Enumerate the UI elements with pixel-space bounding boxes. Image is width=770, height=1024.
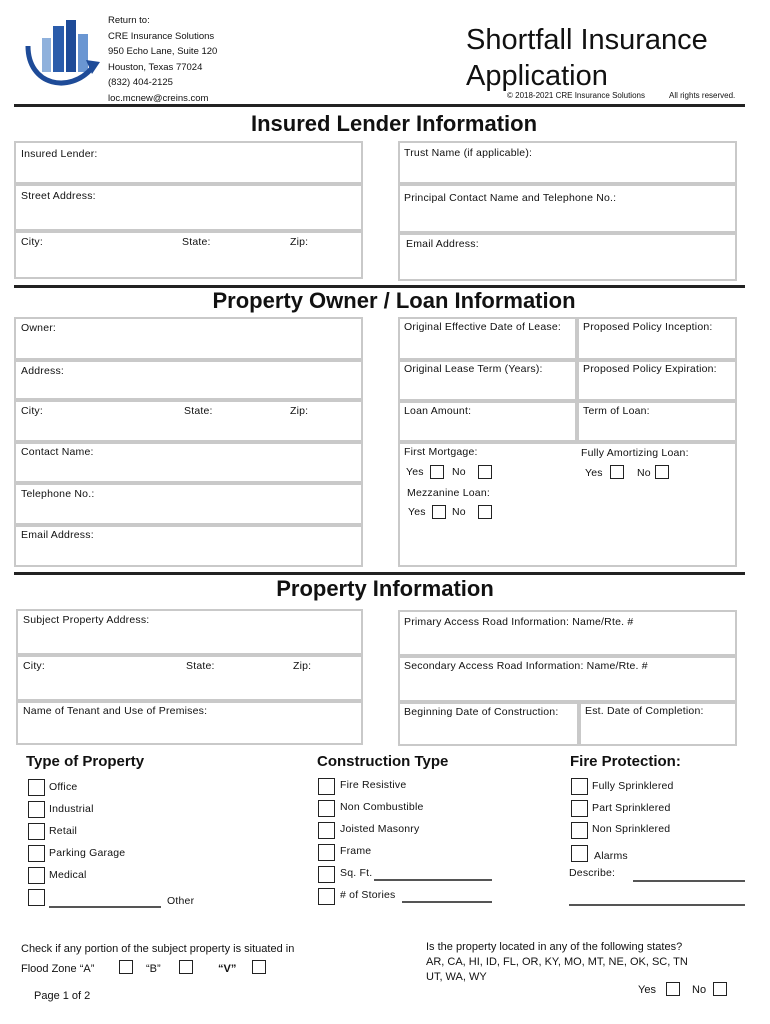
trust-name-label: Trust Name (if applicable): bbox=[404, 147, 533, 159]
fire-resistive-checkbox[interactable] bbox=[318, 778, 335, 795]
tenant-use-label: Name of Tenant and Use of Premises: bbox=[23, 705, 208, 717]
flood-zone-b-checkbox[interactable] bbox=[179, 960, 193, 974]
insured-lender-label: Insured Lender: bbox=[21, 148, 98, 160]
mezzanine-yes-label: Yes bbox=[408, 506, 426, 518]
retail-checkbox[interactable] bbox=[28, 823, 45, 840]
sq-ft-label: Sq. Ft. bbox=[340, 867, 373, 879]
loan-options-box bbox=[398, 442, 737, 567]
return-to-label: Return to: bbox=[108, 15, 150, 26]
office-label: Office bbox=[49, 781, 78, 793]
owner-state-label: State: bbox=[184, 405, 213, 417]
fully-amortizing-yes-checkbox[interactable] bbox=[610, 465, 624, 479]
medical-label: Medical bbox=[49, 869, 87, 881]
subject-address-label: Subject Property Address: bbox=[23, 614, 150, 626]
orig-eff-date-label: Original Effective Date of Lease: bbox=[404, 321, 561, 333]
joisted-masonry-label: Joisted Masonry bbox=[340, 823, 420, 835]
flood-zone-a-checkbox[interactable] bbox=[119, 960, 133, 974]
owner-field[interactable] bbox=[14, 317, 363, 360]
return-address-block bbox=[108, 13, 217, 106]
states-no-checkbox[interactable] bbox=[713, 982, 727, 996]
fully-sprinklered-checkbox[interactable] bbox=[571, 778, 588, 795]
fire-protection-title: Fire Protection: bbox=[570, 753, 681, 770]
copyright-text: © 2018-2021 CRE Insurance Solutions bbox=[507, 91, 645, 100]
property-city-label: City: bbox=[23, 660, 45, 672]
company-city: Houston, Texas 77024 bbox=[108, 61, 203, 73]
frame-label: Frame bbox=[340, 845, 372, 857]
flood-zone-b-label: “B” bbox=[146, 963, 161, 975]
joisted-masonry-checkbox[interactable] bbox=[318, 822, 335, 839]
first-mortgage-yes-label: Yes bbox=[406, 466, 424, 478]
owner-address-label: Address: bbox=[21, 365, 65, 377]
flood-zone-question: Check if any portion of the subject property is situated in bbox=[21, 943, 295, 955]
office-checkbox[interactable] bbox=[28, 779, 45, 796]
insured-city-label: City: bbox=[21, 236, 43, 248]
other-label: Other bbox=[167, 895, 195, 907]
company-email[interactable]: loc.mcnew@creins.com bbox=[108, 92, 209, 104]
retail-label: Retail bbox=[49, 825, 78, 837]
est-completion-label: Est. Date of Completion: bbox=[585, 705, 704, 717]
fire-resistive-label: Fire Resistive bbox=[340, 779, 407, 791]
flood-zone-v-checkbox[interactable] bbox=[252, 960, 266, 974]
fully-amortizing-yes-label: Yes bbox=[585, 467, 603, 479]
beginning-date-label: Beginning Date of Construction: bbox=[404, 706, 559, 718]
industrial-checkbox[interactable] bbox=[28, 801, 45, 818]
parking-garage-label: Parking Garage bbox=[49, 847, 126, 859]
stories-label: # of Stories bbox=[340, 889, 396, 901]
construction-type-title: Construction Type bbox=[317, 753, 449, 770]
page-title-line1: Shortfall Insurance bbox=[466, 24, 708, 56]
property-state-label: State: bbox=[186, 660, 215, 672]
non-combustible-label: Non Combustible bbox=[340, 801, 424, 813]
proposed-expiration-label: Proposed Policy Expiration: bbox=[583, 363, 717, 375]
sq-ft-checkbox[interactable] bbox=[318, 866, 335, 883]
owner-email-label: Email Address: bbox=[21, 529, 94, 541]
company-logo bbox=[20, 16, 104, 98]
describe-label: Describe: bbox=[569, 867, 616, 879]
parking-garage-checkbox[interactable] bbox=[28, 845, 45, 862]
loan-amount-label: Loan Amount: bbox=[404, 405, 472, 417]
primary-road-label: Primary Access Road Information: Name/Rte. # bbox=[404, 616, 634, 628]
alarms-checkbox[interactable] bbox=[571, 845, 588, 862]
owner-address-field[interactable] bbox=[14, 360, 363, 400]
states-yes-checkbox[interactable] bbox=[666, 982, 680, 996]
other-underline[interactable] bbox=[49, 906, 161, 908]
frame-checkbox[interactable] bbox=[318, 844, 335, 861]
first-mortgage-label: First Mortgage: bbox=[404, 446, 478, 458]
company-phone: (832) 404-2125 bbox=[108, 77, 173, 88]
states-no-label: No bbox=[692, 984, 707, 996]
type-of-property-title: Type of Property bbox=[26, 753, 145, 770]
secondary-road-label: Secondary Access Road Information: Name/Rte. # bbox=[404, 660, 648, 672]
flood-zone-v-label: “V” bbox=[218, 963, 237, 975]
states-list-1: AR, CA, HI, ID, FL, OR, KY, MO, MT, NE, OK, SC, TN bbox=[426, 956, 688, 968]
stories-checkbox[interactable] bbox=[318, 888, 335, 905]
part-sprinklered-label: Part Sprinklered bbox=[592, 802, 671, 814]
property-zip-label: Zip: bbox=[293, 660, 312, 672]
owner-zip-label: Zip: bbox=[290, 405, 309, 417]
insured-email-label: Email Address: bbox=[406, 238, 479, 250]
owner-section-title: Property Owner / Loan Information bbox=[212, 288, 576, 313]
contact-name-label: Contact Name: bbox=[21, 446, 94, 458]
alarms-label: Alarms bbox=[594, 850, 628, 862]
other-checkbox[interactable] bbox=[28, 889, 45, 906]
property-section-title: Property Information bbox=[276, 576, 494, 601]
orig-lease-term-label: Original Lease Term (Years): bbox=[404, 363, 543, 375]
mezzanine-yes-checkbox[interactable] bbox=[432, 505, 446, 519]
non-sprinklered-label: Non Sprinklered bbox=[592, 823, 671, 835]
describe-underline-2[interactable] bbox=[569, 904, 745, 906]
page-title-line2: Application bbox=[466, 60, 608, 92]
insured-section-title: Insured Lender Information bbox=[250, 111, 538, 136]
mezzanine-no-checkbox[interactable] bbox=[478, 505, 492, 519]
first-mortgage-yes-checkbox[interactable] bbox=[430, 465, 444, 479]
non-combustible-checkbox[interactable] bbox=[318, 800, 335, 817]
stories-underline[interactable] bbox=[402, 901, 492, 903]
owner-label: Owner: bbox=[21, 322, 57, 334]
insured-state-label: State: bbox=[182, 236, 211, 248]
states-question: Is the property located in any of the following states? bbox=[426, 941, 683, 953]
owner-city-label: City: bbox=[21, 405, 43, 417]
describe-underline-1[interactable] bbox=[633, 880, 745, 882]
flood-zone-a-label: Flood Zone “A” bbox=[21, 963, 95, 975]
principal-contact-label: Principal Contact Name and Telephone No.: bbox=[404, 192, 617, 204]
rights-text: All rights reserved. bbox=[669, 91, 736, 100]
company-street: 950 Echo Lane, Suite 120 bbox=[108, 46, 218, 57]
telephone-label: Telephone No.: bbox=[21, 488, 95, 500]
mezzanine-no-label: No bbox=[452, 506, 466, 518]
medical-checkbox[interactable] bbox=[28, 867, 45, 884]
first-mortgage-no-label: No bbox=[452, 466, 466, 478]
fully-amortizing-no-checkbox[interactable] bbox=[655, 465, 669, 479]
proposed-inception-label: Proposed Policy Inception: bbox=[583, 321, 713, 333]
non-sprinklered-checkbox[interactable] bbox=[571, 822, 588, 839]
industrial-label: Industrial bbox=[49, 803, 94, 815]
sq-ft-underline[interactable] bbox=[374, 879, 492, 881]
section-rule bbox=[14, 104, 745, 107]
part-sprinklered-checkbox[interactable] bbox=[571, 800, 588, 817]
street-address-label: Street Address: bbox=[21, 190, 96, 202]
insured-zip-label: Zip: bbox=[290, 236, 309, 248]
term-of-loan-label: Term of Loan: bbox=[583, 405, 650, 417]
company-name: CRE Insurance Solutions bbox=[108, 30, 215, 42]
mezzanine-label: Mezzanine Loan: bbox=[407, 487, 490, 499]
fully-amortizing-no-label: No bbox=[637, 467, 651, 479]
states-list-2: UT, WA, WY bbox=[426, 971, 487, 983]
page-number: Page 1 of 2 bbox=[34, 990, 91, 1002]
states-yes-label: Yes bbox=[638, 984, 656, 996]
fully-amortizing-label: Fully Amortizing Loan: bbox=[581, 447, 689, 459]
fully-sprinklered-label: Fully Sprinklered bbox=[592, 780, 674, 792]
first-mortgage-no-checkbox[interactable] bbox=[478, 465, 492, 479]
section-rule bbox=[14, 572, 745, 575]
